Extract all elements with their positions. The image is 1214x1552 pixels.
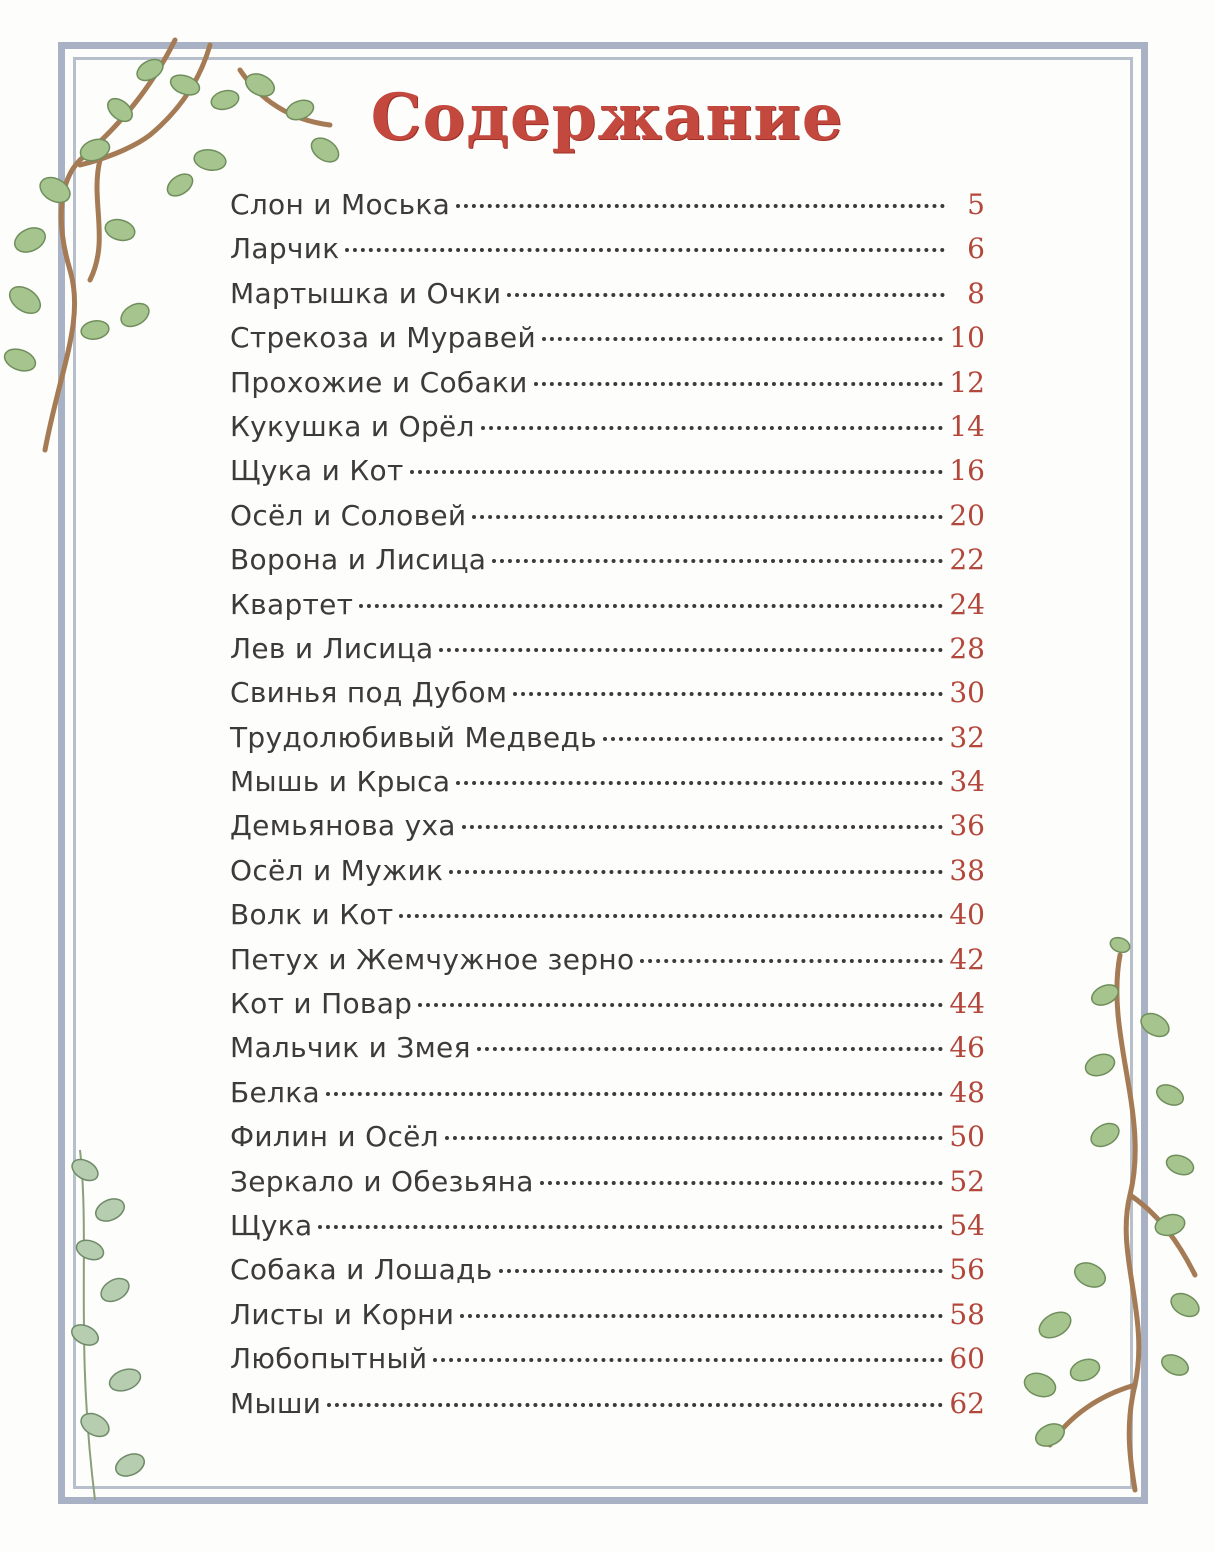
toc-entry-title: Мышь и Крыса <box>230 765 451 799</box>
toc-entry-title: Ларчик <box>230 232 340 266</box>
bottom-right-branch-icon <box>1010 915 1210 1495</box>
toc-entry <box>230 809 985 853</box>
page-title: Содержание <box>370 80 844 155</box>
table-of-contents <box>230 188 985 1431</box>
toc-entry <box>230 1031 985 1075</box>
toc-entry <box>230 321 985 365</box>
toc-entry-title: Лев и Лисица <box>230 631 434 665</box>
toc-entry-title: Мартышка и Очки <box>230 276 502 310</box>
toc-entry <box>230 188 985 232</box>
toc-dot-leader <box>456 781 943 785</box>
toc-entry <box>230 366 985 410</box>
toc-entry-title: Трудолюбивый Медведь <box>230 720 597 754</box>
toc-entry-page-number: 42 <box>949 942 985 976</box>
toc-entry <box>230 987 985 1031</box>
toc-entry-page-number: 54 <box>949 1208 985 1242</box>
toc-entry-page-number: 52 <box>949 1164 985 1198</box>
toc-entry-title: Стрекоза и Муравей <box>230 321 536 355</box>
toc-entry-page-number: 32 <box>949 720 985 754</box>
toc-entry-page-number: 24 <box>949 587 985 621</box>
toc-entry-page-number: 58 <box>949 1297 985 1331</box>
toc-dot-leader <box>472 515 943 519</box>
toc-entry <box>230 943 985 987</box>
toc-entry <box>230 1387 985 1431</box>
toc-entry <box>230 499 985 543</box>
toc-entry <box>230 1076 985 1120</box>
toc-dot-leader <box>327 1403 943 1407</box>
toc-entry-page-number: 40 <box>949 898 985 932</box>
toc-dot-leader <box>418 1003 943 1007</box>
toc-entry-title: Ворона и Лисица <box>230 543 487 577</box>
toc-entry-title: Прохожие и Собаки <box>230 365 528 399</box>
toc-entry-title: Собака и Лошадь <box>230 1253 493 1287</box>
toc-dot-leader <box>460 1314 943 1318</box>
toc-entry <box>230 1298 985 1342</box>
toc-dot-leader <box>640 959 943 963</box>
toc-entry-page-number: 14 <box>949 409 985 443</box>
toc-entry-title: Осёл и Соловей <box>230 498 467 532</box>
toc-dot-leader <box>534 382 944 386</box>
toc-entry-title: Филин и Осёл <box>230 1120 439 1154</box>
toc-entry-page-number: 46 <box>949 1031 985 1065</box>
toc-entry-title: Щука и Кот <box>230 454 404 488</box>
toc-dot-leader <box>439 648 943 652</box>
toc-entry-page-number: 48 <box>949 1075 985 1109</box>
toc-entry-page-number: 56 <box>949 1253 985 1287</box>
toc-dot-leader <box>462 825 944 829</box>
toc-entry-page-number: 8 <box>967 276 985 310</box>
toc-entry <box>230 277 985 321</box>
toc-entry-page-number: 30 <box>949 676 985 710</box>
toc-entry-page-number: 6 <box>967 232 985 266</box>
toc-dot-leader <box>499 1269 944 1273</box>
toc-entry-title: Демьянова уха <box>230 809 456 843</box>
toc-dot-leader <box>445 1136 944 1140</box>
toc-entry-title: Свинья под Дубом <box>230 676 508 710</box>
toc-entry-title: Слон и Моська <box>230 188 451 221</box>
toc-entry <box>230 588 985 632</box>
toc-entry <box>230 410 985 454</box>
toc-entry <box>230 232 985 276</box>
toc-dot-leader <box>513 692 943 696</box>
toc-entry <box>230 676 985 720</box>
toc-entry-page-number: 16 <box>949 454 985 488</box>
toc-entry-title: Мыши <box>230 1386 322 1420</box>
toc-dot-leader <box>359 604 943 608</box>
toc-dot-leader <box>542 337 943 341</box>
toc-entry-title: Кукушка и Орёл <box>230 409 475 443</box>
toc-entry-title: Квартет <box>230 587 354 621</box>
toc-dot-leader <box>318 1225 943 1229</box>
toc-entry <box>230 454 985 498</box>
toc-entry-title: Белка <box>230 1075 320 1109</box>
toc-entry-title: Зеркало и Обезьяна <box>230 1164 534 1198</box>
toc-entry-title: Петух и Жемчужное зерно <box>230 942 635 976</box>
toc-entry-title: Осёл и Мужик <box>230 853 444 887</box>
toc-entry-title: Любопытный <box>230 1342 428 1376</box>
toc-entry <box>230 543 985 587</box>
toc-dot-leader <box>456 204 945 208</box>
toc-entry-page-number: 60 <box>949 1342 985 1376</box>
toc-entry <box>230 1165 985 1209</box>
toc-dot-leader <box>507 293 945 297</box>
toc-entry-page-number: 34 <box>949 765 985 799</box>
toc-dot-leader <box>345 248 945 252</box>
toc-entry-title: Листы и Корни <box>230 1297 455 1331</box>
toc-dot-leader <box>481 426 944 430</box>
toc-entry-page-number: 22 <box>949 543 985 577</box>
toc-dot-leader <box>410 470 944 474</box>
toc-entry <box>230 1253 985 1297</box>
toc-dot-leader <box>477 1047 944 1051</box>
toc-entry-page-number: 10 <box>949 321 985 355</box>
toc-entry-page-number: 36 <box>949 809 985 843</box>
toc-dot-leader <box>603 737 943 741</box>
toc-dot-leader <box>449 870 943 874</box>
toc-entry-page-number: 12 <box>949 365 985 399</box>
toc-entry <box>230 1342 985 1386</box>
toc-entry <box>230 721 985 765</box>
toc-entry-page-number: 50 <box>949 1120 985 1154</box>
toc-entry-page-number: 44 <box>949 987 985 1021</box>
toc-entry-page-number: 20 <box>949 498 985 532</box>
bottom-left-leaves-icon <box>55 1140 175 1510</box>
toc-entry-title: Волк и Кот <box>230 898 394 932</box>
toc-entry <box>230 898 985 942</box>
toc-entry-page-number: 38 <box>949 853 985 887</box>
toc-entry <box>230 854 985 898</box>
toc-entry <box>230 765 985 809</box>
toc-entry <box>230 632 985 676</box>
toc-entry-title: Мальчик и Змея <box>230 1031 471 1065</box>
toc-dot-leader <box>433 1358 943 1362</box>
toc-entry <box>230 1120 985 1164</box>
toc-dot-leader <box>540 1181 944 1185</box>
toc-entry-title: Щука <box>230 1208 313 1242</box>
toc-entry <box>230 1209 985 1253</box>
toc-dot-leader <box>492 559 943 563</box>
toc-dot-leader <box>399 914 943 918</box>
toc-dot-leader <box>326 1092 943 1096</box>
toc-entry-page-number: 5 <box>967 188 985 221</box>
toc-entry-page-number: 28 <box>949 631 985 665</box>
toc-entry-page-number: 62 <box>949 1386 985 1420</box>
toc-entry-title: Кот и Повар <box>230 987 413 1021</box>
